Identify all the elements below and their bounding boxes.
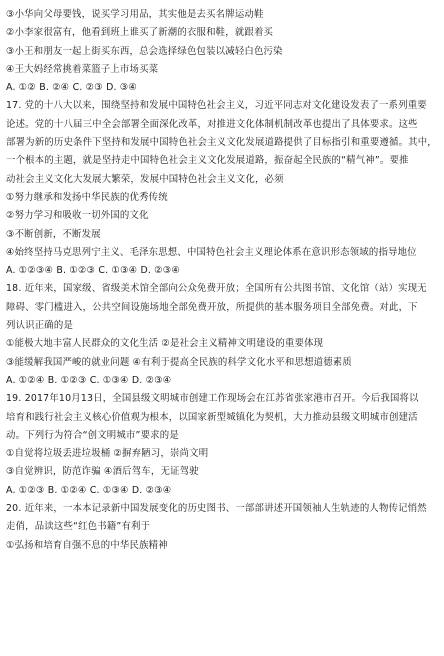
q19-options-3-4: ③自觉辨识，防范诈骗 ④酒后驾车，无证驾驶	[6, 466, 199, 478]
q17-stem-line-1: 17. 党的十八大以来，围绕坚持和发展中国特色社会主义，习近平同志对文化建设发表了一系列重要	[6, 100, 427, 112]
q19-stem-line-2: 培育和践行社会主义核心价值观为根本，以国家新型城镇化为契机，大力推动县级文明城市创建活	[6, 411, 418, 423]
q18-answers: A. ①②④ B. ①②③ C. ①③④ D. ②③④	[6, 374, 172, 386]
q17-option-2: ②努力学习和吸收一切外国的文化	[6, 210, 149, 222]
q18-options-1-2: ①能极大地丰富人民群众的文化生活 ②是社会主义精神文明建设的重要体现	[6, 338, 324, 350]
q16-option-3: ③小王和朋友一起上街买东西，总会选择绿色包装以减轻白色污染	[6, 45, 283, 57]
q17-answers: A. ①②③④ B. ①②③ C. ①③④ D. ②③④	[6, 265, 181, 277]
q20-stem-line-2: 走俏，品读这些“红色书籍”有利于	[6, 521, 151, 533]
q18-options-3-4: ③能缓解我国严峻的就业问题 ④有利于提高全民族的科学文化水平和思想道德素质	[6, 356, 352, 368]
q17-option-3: ③不断创新，不断发展	[6, 228, 101, 240]
q17-option-4: ④始终坚持马克思列宁主义、毛泽东思想、中国特色社会主义理论体系在意识形态领域的指导地位	[6, 246, 417, 258]
q17-stem-line-5: 动社会主义文化大发展大繁荣，发展中国特色社会主义文化，必须	[6, 173, 284, 185]
q19-answers: A. ①②③ B. ①②④ C. ①③④ D. ②③④	[6, 484, 172, 496]
q17-stem-line-2: 论述。党的十八届三中全会部署全面深化改革，对推进文化体制机制改革也提出了具体要求。这些	[6, 118, 418, 130]
q16-answers: A. ①② B. ②④ C. ②③ D. ③④	[6, 82, 138, 94]
q20-option-1: ①弘扬和培育自强不息的中华民族精神	[6, 539, 168, 551]
q18-stem-line-3: 列认识正确的是	[6, 320, 74, 332]
q18-stem-line-1: 18. 近年来，国家级、省级美术馆全部向公众免费开放；全国所有公共图书馆、文化馆（站）实现无	[6, 283, 427, 295]
q16-option-2: ②小李家很富有，他看到班上谁买了新潮的衣服和鞋，就跟着买	[6, 27, 274, 39]
q17-option-1: ①努力继承和发扬中华民族的优秀传统	[6, 191, 168, 203]
q17-stem-line-4: 一个根本的主题，就是坚持走中国特色社会主义文化发展道路，振奋起全民族的“精气神”。要推	[6, 155, 409, 167]
q19-options-1-2: ①自觉将垃圾丢进垃圾桶 ②摒弃陋习，崇尚文明	[6, 448, 209, 460]
q16-option-1: ③小华向父母要钱，说买学习用品，其实他是去买名牌运动鞋	[6, 9, 264, 20]
q18-stem-line-2: 障碍、零门槛进入，公共空间设施场地全部免费开放，所提供的基本服务项目全部免费。对此，下	[6, 301, 418, 313]
q16-option-4: ④王大妈经常挑着菜篮子上市场买菜	[6, 63, 159, 75]
q20-stem-line-1: 20. 近年来，一本本记录新中国发展变化的历史图书、一部部讲述开国领袖人生轨迹的人物传记悄然	[6, 503, 427, 515]
q19-stem-line-1: 19. 2017年10月13日，全国县级文明城市创建工作现场会在江苏省张家港市召开。今后我国将以	[6, 393, 419, 405]
q17-stem-line-3: 部署为新的历史条件下坚持和发展中国特色社会主义文化发展道路提供了目标指引和重要遵循。其中，	[6, 137, 437, 149]
q19-stem-line-3: 动。下列行为符合“创文明城市”要求的是	[6, 429, 179, 441]
